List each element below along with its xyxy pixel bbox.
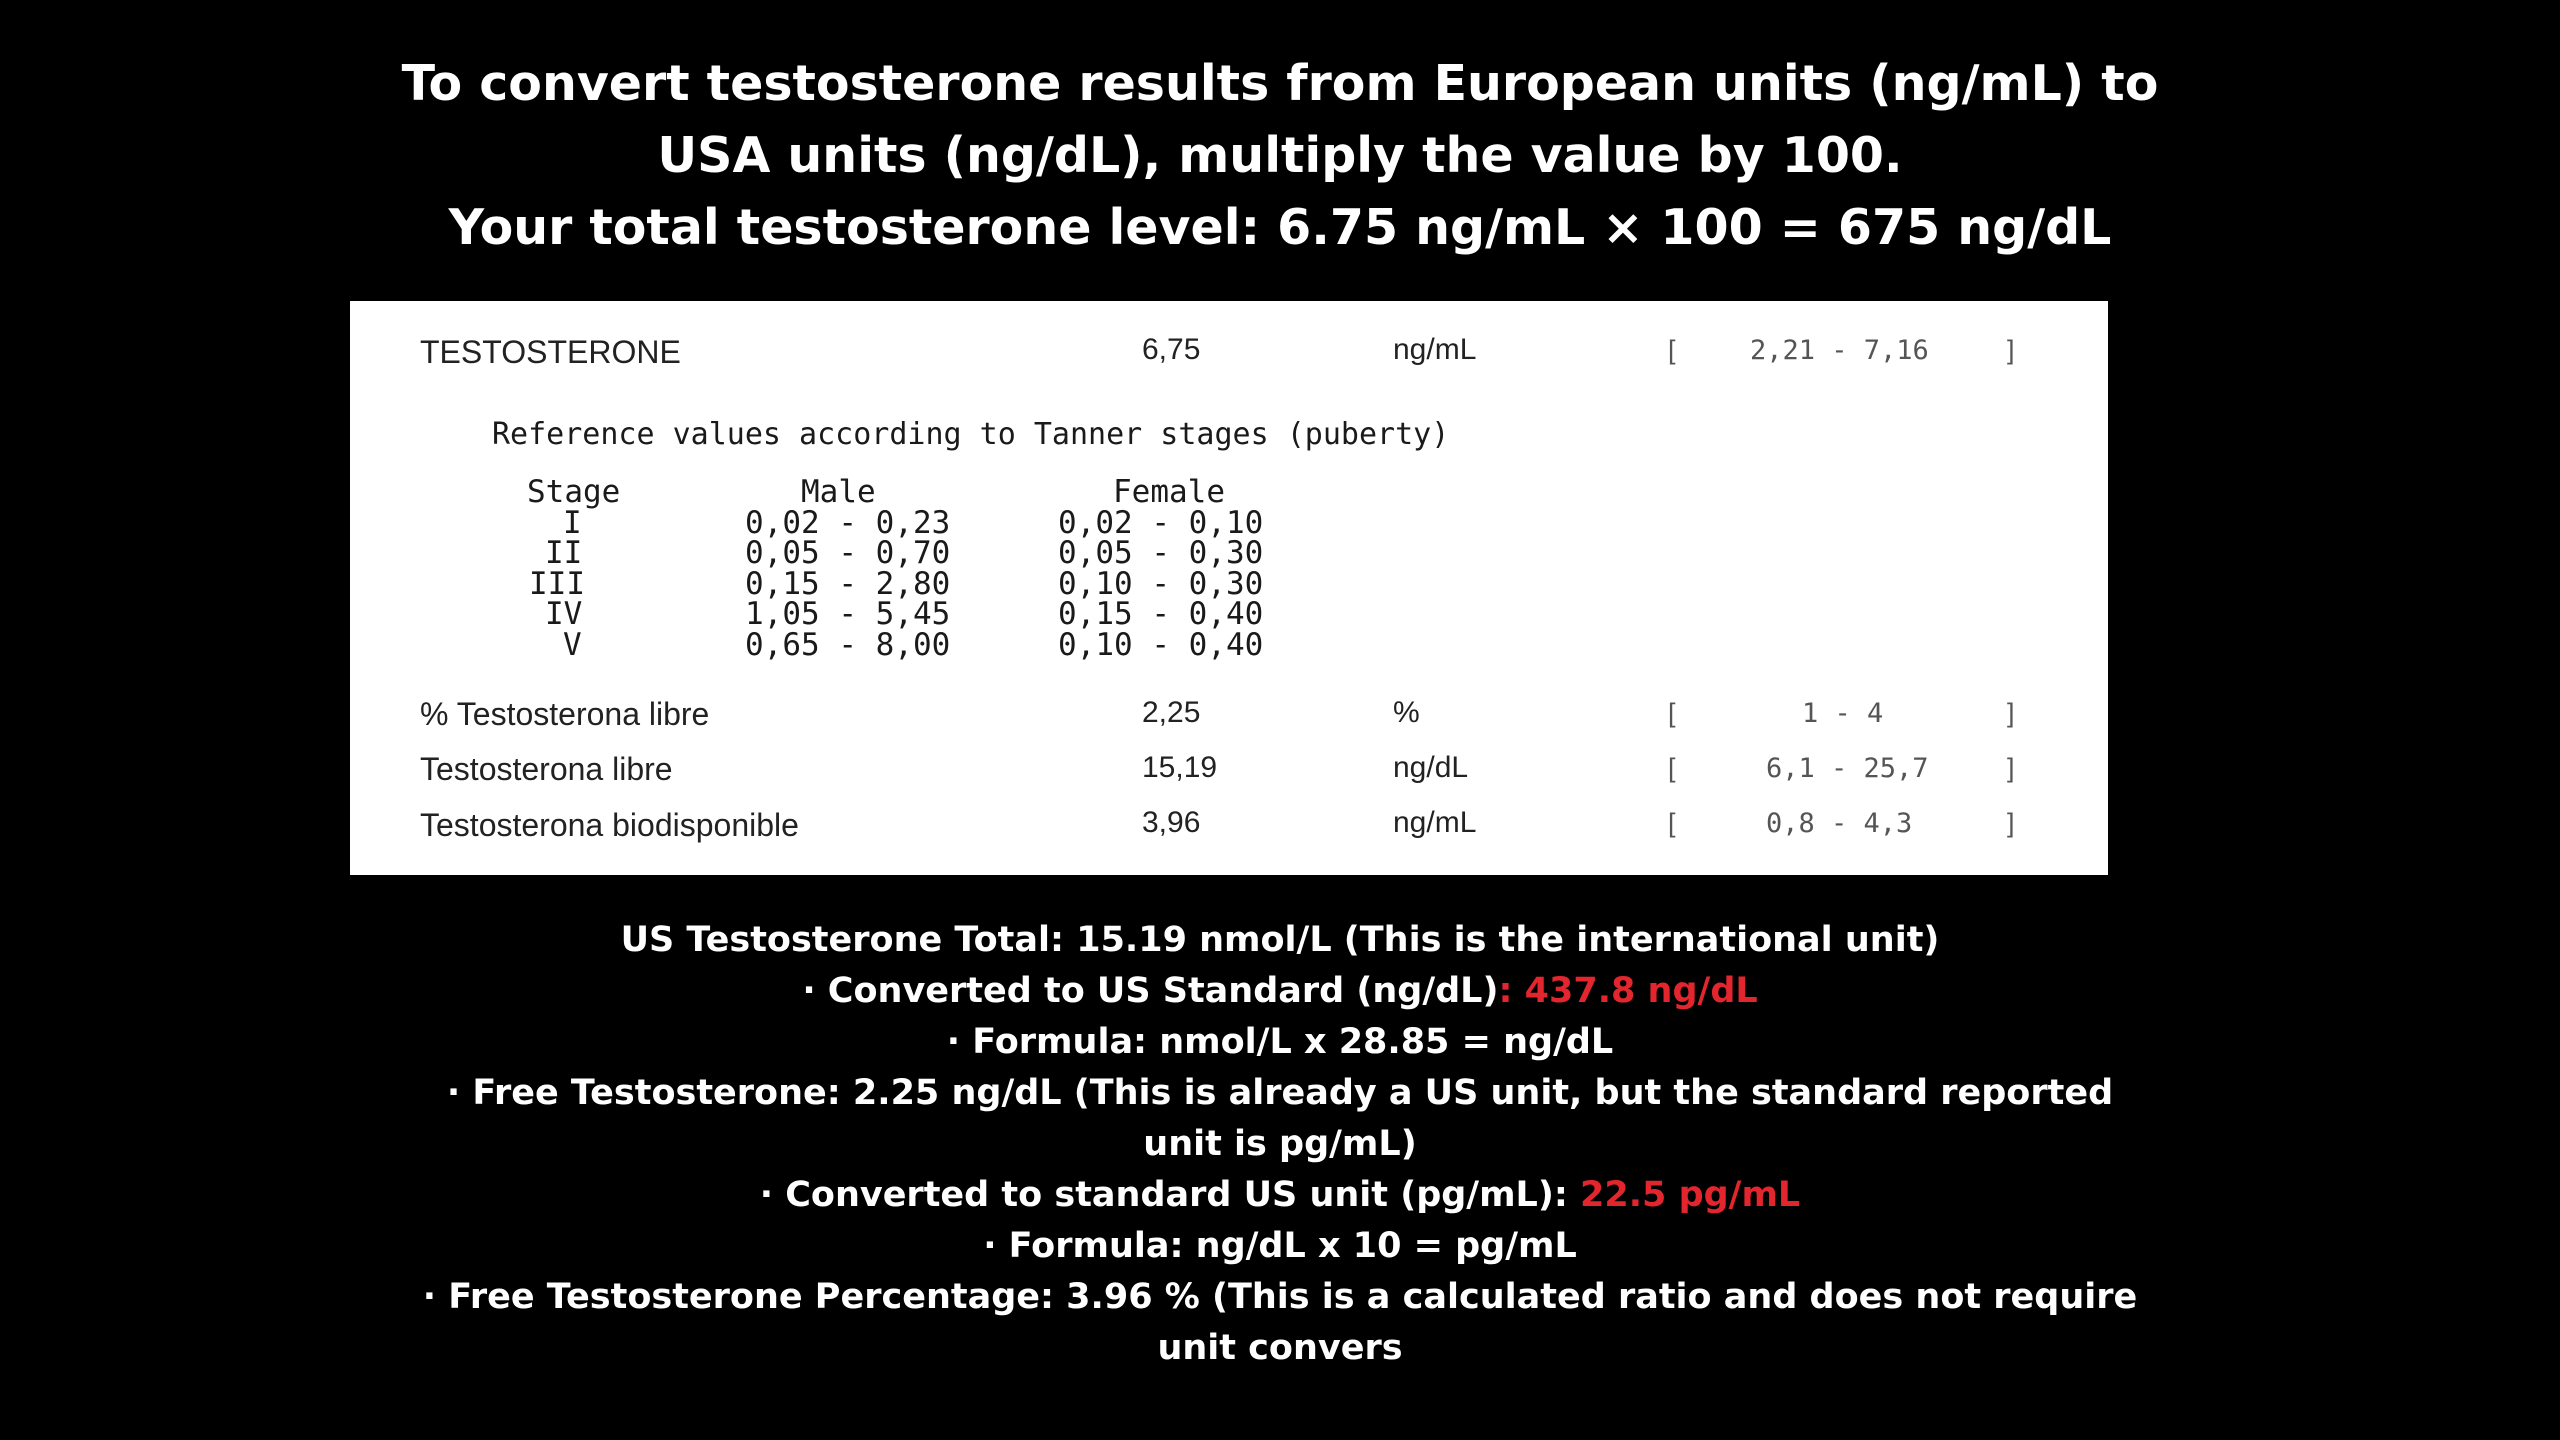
test-unit: ng/mL <box>1393 333 1477 366</box>
male-cell: 0,65 - 8,00 <box>745 626 951 663</box>
range-close-bracket: ] <box>2007 753 2015 783</box>
conversion-heading <box>0 48 2560 264</box>
lab-report-image <box>350 301 2108 875</box>
female-cell: 0,02 - 0,10 <box>1058 504 1264 541</box>
test-value: 3,96 <box>1142 806 1201 839</box>
note-text: · Converted to standard US unit (pg/mL): <box>759 1175 1581 1215</box>
stage-cell: I <box>563 504 582 541</box>
test-name-testosterone: TESTOSTERONE <box>420 334 681 370</box>
test-unit: ng/dL <box>1393 751 1469 784</box>
range-open-bracket: [ <box>1668 335 1676 365</box>
male-cell: 0,05 - 0,70 <box>745 535 951 571</box>
male-cell: 1,05 - 5,45 <box>745 596 951 632</box>
header-stage: Stage <box>527 474 621 510</box>
heading-line-1: To convert testosterone results from European units (ng/mL) to <box>401 55 2159 112</box>
note-converted-pg <box>0 1170 2560 1221</box>
reference-range: 6,1 - 25,7 <box>1766 753 1929 784</box>
tanner-row <box>527 596 1264 632</box>
header-male: Male <box>801 474 876 510</box>
range-open-bracket: [ <box>1668 698 1676 728</box>
test-name-free: Testosterona libre <box>420 751 673 787</box>
range-close-bracket: ] <box>2007 335 2015 365</box>
conversion-notes <box>0 915 2560 1374</box>
female-cell: 0,10 - 0,30 <box>1058 565 1264 602</box>
stage-cell: II <box>545 535 583 571</box>
range-close-bracket: ] <box>2007 808 2015 838</box>
heading-line-3: Your total testosterone level: 6.75 ng/mL × 100 = 675 ng/dL <box>448 199 2112 256</box>
stage-cell: V <box>563 626 582 663</box>
tanner-row <box>527 565 1264 602</box>
test-value: 2,25 <box>1142 696 1201 729</box>
male-cell: 0,15 - 2,80 <box>745 565 951 602</box>
female-cell: 0,15 - 0,40 <box>1058 596 1264 632</box>
note-free-cont: unit is pg/mL) <box>1143 1124 1417 1164</box>
note-text: · Converted to US Standard (ng/dL) <box>802 971 1499 1011</box>
heading-line-2: USA units (ng/dL), multiply the value by 100. <box>657 127 1903 184</box>
tanner-table <box>527 474 1264 663</box>
reference-range: 2,21 - 7,16 <box>1750 335 1929 366</box>
range-open-bracket: [ <box>1668 808 1676 838</box>
note-free: · Free Testosterone: 2.25 ng/dL (This is already a US unit, but the standard reported <box>446 1073 2114 1113</box>
note-formula-1: · Formula: nmol/L x 28.85 = ng/dL <box>946 1022 1614 1062</box>
reference-range: 1 - 4 <box>1802 698 1884 729</box>
male-cell: 0,02 - 0,23 <box>745 504 951 541</box>
test-value: 15,19 <box>1142 751 1218 784</box>
note-percentage-cont: unit convers <box>1157 1328 1403 1368</box>
female-cell: 0,10 - 0,40 <box>1058 626 1264 663</box>
test-name-bioavailable: Testosterona biodisponible <box>420 807 799 843</box>
note-converted-us <box>0 966 2560 1017</box>
tanner-row <box>527 504 1264 541</box>
stage-cell: III <box>529 565 585 602</box>
tanner-header-row <box>527 474 1225 510</box>
test-unit: % <box>1393 696 1420 729</box>
highlight-value: : 437.8 ng/dL <box>1498 971 1758 1011</box>
test-name-free-percent: % Testosterona libre <box>420 696 710 732</box>
reference-range: 0,8 - 4,3 <box>1766 808 1913 839</box>
stage-cell: IV <box>545 596 583 632</box>
range-open-bracket: [ <box>1668 753 1676 783</box>
header-female: Female <box>1113 474 1225 510</box>
range-close-bracket: ] <box>2007 698 2015 728</box>
note-percentage: · Free Testosterone Percentage: 3.96 % (This is a calculated ratio and does not require <box>422 1277 2138 1317</box>
tanner-row <box>527 535 1264 571</box>
highlight-value: 22.5 pg/mL <box>1580 1175 1801 1215</box>
note-total: US Testosterone Total: 15.19 nmol/L (This is the international unit) <box>620 920 1940 960</box>
female-cell: 0,05 - 0,30 <box>1058 535 1264 571</box>
note-formula-2: · Formula: ng/dL x 10 = pg/mL <box>983 1226 1577 1266</box>
test-value: 6,75 <box>1142 333 1201 366</box>
tanner-caption: Reference values according to Tanner stages (puberty) <box>492 417 1450 452</box>
test-unit: ng/mL <box>1393 806 1477 839</box>
tanner-row <box>527 626 1264 663</box>
